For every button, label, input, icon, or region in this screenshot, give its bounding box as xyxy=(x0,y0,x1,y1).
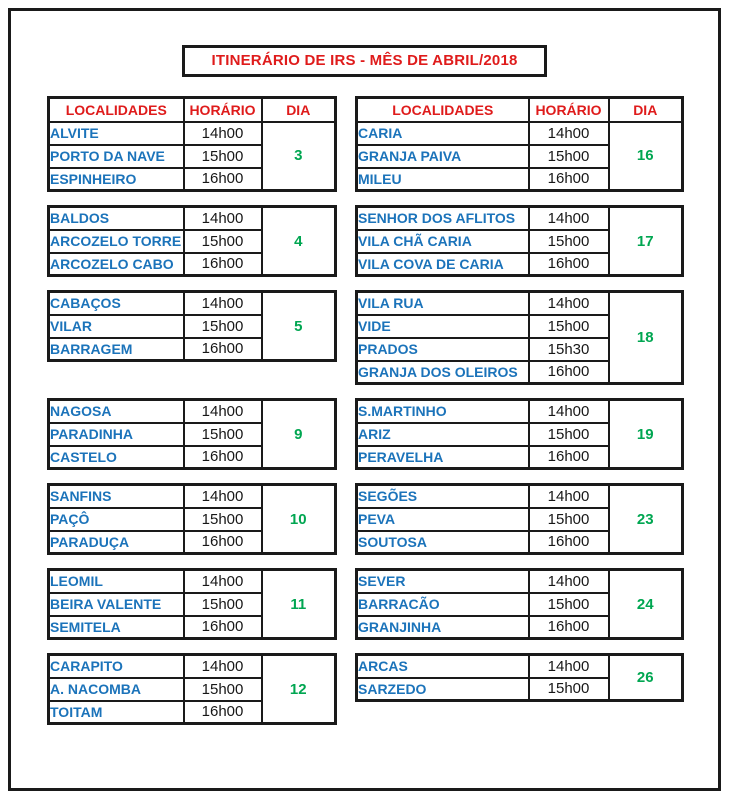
title-wrap xyxy=(11,45,718,77)
column-header-localities: LOCALIDADES xyxy=(357,98,529,122)
column-header-localities: LOCALIDADES xyxy=(49,98,184,122)
time-cell: 16h00 xyxy=(529,168,609,191)
time-cell: 15h30 xyxy=(529,338,609,361)
locality-cell: VILAR xyxy=(49,315,184,338)
schedule-row xyxy=(47,290,684,385)
locality-cell: VILA COVA DE CARIA xyxy=(357,253,529,276)
page-content xyxy=(11,11,718,788)
time-cell: 16h00 xyxy=(529,446,609,469)
time-cell: 16h00 xyxy=(184,168,262,191)
column-header-time: HORÁRIO xyxy=(184,98,262,122)
schedule-grid xyxy=(11,96,718,725)
day-cell: 16 xyxy=(609,122,683,191)
schedule-table xyxy=(47,653,337,725)
time-cell: 16h00 xyxy=(184,446,262,469)
table-row xyxy=(357,400,683,423)
day-cell: 12 xyxy=(262,655,336,724)
locality-cell: MILEU xyxy=(357,168,529,191)
locality-cell: S.MARTINHO xyxy=(357,400,529,423)
time-cell: 15h00 xyxy=(184,230,262,253)
locality-cell: ALVITE xyxy=(49,122,184,145)
locality-cell: SANFINS xyxy=(49,485,184,508)
time-cell: 16h00 xyxy=(184,616,262,639)
time-cell: 16h00 xyxy=(184,253,262,276)
table-row xyxy=(49,122,336,145)
day-cell: 24 xyxy=(609,570,683,639)
time-cell: 14h00 xyxy=(184,207,262,230)
time-cell: 16h00 xyxy=(184,701,262,724)
locality-cell: PEVA xyxy=(357,508,529,531)
table-row xyxy=(357,207,683,230)
day-cell: 9 xyxy=(262,400,336,469)
table-row xyxy=(357,122,683,145)
time-cell: 14h00 xyxy=(184,122,262,145)
time-cell: 16h00 xyxy=(184,531,262,554)
locality-cell: PRADOS xyxy=(357,338,529,361)
time-cell: 15h00 xyxy=(529,593,609,616)
time-cell: 14h00 xyxy=(184,292,262,315)
day-cell: 26 xyxy=(609,655,683,701)
locality-cell: GRANJA DOS OLEIROS xyxy=(357,361,529,384)
locality-cell: BARRAGEM xyxy=(49,338,184,361)
time-cell: 15h00 xyxy=(184,508,262,531)
page-title: ITINERÁRIO DE IRS - MÊS DE ABRIL/2018 xyxy=(182,45,546,77)
time-cell: 14h00 xyxy=(184,485,262,508)
schedule-row xyxy=(47,568,684,640)
day-cell: 18 xyxy=(609,292,683,384)
day-cell: 19 xyxy=(609,400,683,469)
time-cell: 14h00 xyxy=(184,655,262,678)
schedule-table xyxy=(355,398,684,470)
schedule-table xyxy=(355,568,684,640)
locality-cell: CARIA xyxy=(357,122,529,145)
locality-cell: SENHOR DOS AFLITOS xyxy=(357,207,529,230)
time-cell: 15h00 xyxy=(529,508,609,531)
locality-cell: CASTELO xyxy=(49,446,184,469)
header-row xyxy=(49,98,336,122)
day-cell: 23 xyxy=(609,485,683,554)
time-cell: 15h00 xyxy=(184,315,262,338)
locality-cell: ESPINHEIRO xyxy=(49,168,184,191)
time-cell: 15h00 xyxy=(184,678,262,701)
schedule-table xyxy=(355,653,684,702)
time-cell: 14h00 xyxy=(529,292,609,315)
time-cell: 15h00 xyxy=(184,593,262,616)
table-row xyxy=(49,570,336,593)
table-row xyxy=(49,207,336,230)
schedule-table xyxy=(47,398,337,470)
locality-cell: PERAVELHA xyxy=(357,446,529,469)
locality-cell: PARADINHA xyxy=(49,423,184,446)
table-row xyxy=(49,400,336,423)
locality-cell: PORTO DA NAVE xyxy=(49,145,184,168)
schedule-row xyxy=(47,398,684,470)
locality-cell: PAÇÔ xyxy=(49,508,184,531)
locality-cell: VIDE xyxy=(357,315,529,338)
locality-cell: TOITAM xyxy=(49,701,184,724)
schedule-row xyxy=(47,653,684,725)
schedule-table xyxy=(355,96,684,192)
time-cell: 15h00 xyxy=(529,678,609,701)
schedule-table xyxy=(47,483,337,555)
schedule-row xyxy=(47,483,684,555)
schedule-table xyxy=(355,290,684,385)
time-cell: 16h00 xyxy=(529,253,609,276)
column-header-day: DIA xyxy=(262,98,336,122)
schedule-row xyxy=(47,96,684,192)
locality-cell: NAGOSA xyxy=(49,400,184,423)
time-cell: 15h00 xyxy=(529,230,609,253)
locality-cell: SEMITELA xyxy=(49,616,184,639)
locality-cell: BEIRA VALENTE xyxy=(49,593,184,616)
locality-cell: LEOMIL xyxy=(49,570,184,593)
locality-cell: A. NACOMBA xyxy=(49,678,184,701)
time-cell: 14h00 xyxy=(529,570,609,593)
time-cell: 16h00 xyxy=(184,338,262,361)
schedule-table xyxy=(47,568,337,640)
locality-cell: SARZEDO xyxy=(357,678,529,701)
day-cell: 3 xyxy=(262,122,336,191)
header-row xyxy=(357,98,683,122)
time-cell: 14h00 xyxy=(529,655,609,678)
time-cell: 15h00 xyxy=(529,145,609,168)
locality-cell: BALDOS xyxy=(49,207,184,230)
column-header-time: HORÁRIO xyxy=(529,98,609,122)
time-cell: 15h00 xyxy=(529,423,609,446)
locality-cell: CABAÇOS xyxy=(49,292,184,315)
schedule-table xyxy=(355,483,684,555)
schedule-row xyxy=(47,205,684,277)
table-row xyxy=(357,655,683,678)
time-cell: 14h00 xyxy=(529,207,609,230)
table-row xyxy=(49,485,336,508)
time-cell: 16h00 xyxy=(529,616,609,639)
day-cell: 11 xyxy=(262,570,336,639)
table-row xyxy=(357,485,683,508)
schedule-table xyxy=(47,290,337,362)
table-row xyxy=(357,292,683,315)
locality-cell: PARADUÇA xyxy=(49,531,184,554)
time-cell: 14h00 xyxy=(529,400,609,423)
time-cell: 14h00 xyxy=(184,570,262,593)
time-cell: 15h00 xyxy=(184,423,262,446)
table-row xyxy=(49,292,336,315)
locality-cell: VILA CHÃ CARIA xyxy=(357,230,529,253)
locality-cell: ARCAS xyxy=(357,655,529,678)
locality-cell: GRANJA PAIVA xyxy=(357,145,529,168)
time-cell: 15h00 xyxy=(529,315,609,338)
time-cell: 16h00 xyxy=(529,361,609,384)
schedule-table xyxy=(47,205,337,277)
schedule-table xyxy=(355,205,684,277)
table-row xyxy=(357,570,683,593)
locality-cell: ARIZ xyxy=(357,423,529,446)
locality-cell: SOUTOSA xyxy=(357,531,529,554)
day-cell: 4 xyxy=(262,207,336,276)
day-cell: 10 xyxy=(262,485,336,554)
time-cell: 14h00 xyxy=(529,122,609,145)
locality-cell: ARCOZELO TORRE xyxy=(49,230,184,253)
column-header-day: DIA xyxy=(609,98,683,122)
locality-cell: CARAPITO xyxy=(49,655,184,678)
schedule-table xyxy=(47,96,337,192)
day-cell: 5 xyxy=(262,292,336,361)
day-cell: 17 xyxy=(609,207,683,276)
locality-cell: SEVER xyxy=(357,570,529,593)
table-row xyxy=(49,655,336,678)
time-cell: 14h00 xyxy=(184,400,262,423)
locality-cell: BARRACÃO xyxy=(357,593,529,616)
locality-cell: VILA RUA xyxy=(357,292,529,315)
time-cell: 15h00 xyxy=(184,145,262,168)
locality-cell: SEGÕES xyxy=(357,485,529,508)
locality-cell: GRANJINHA xyxy=(357,616,529,639)
time-cell: 14h00 xyxy=(529,485,609,508)
time-cell: 16h00 xyxy=(529,531,609,554)
locality-cell: ARCOZELO CABO xyxy=(49,253,184,276)
